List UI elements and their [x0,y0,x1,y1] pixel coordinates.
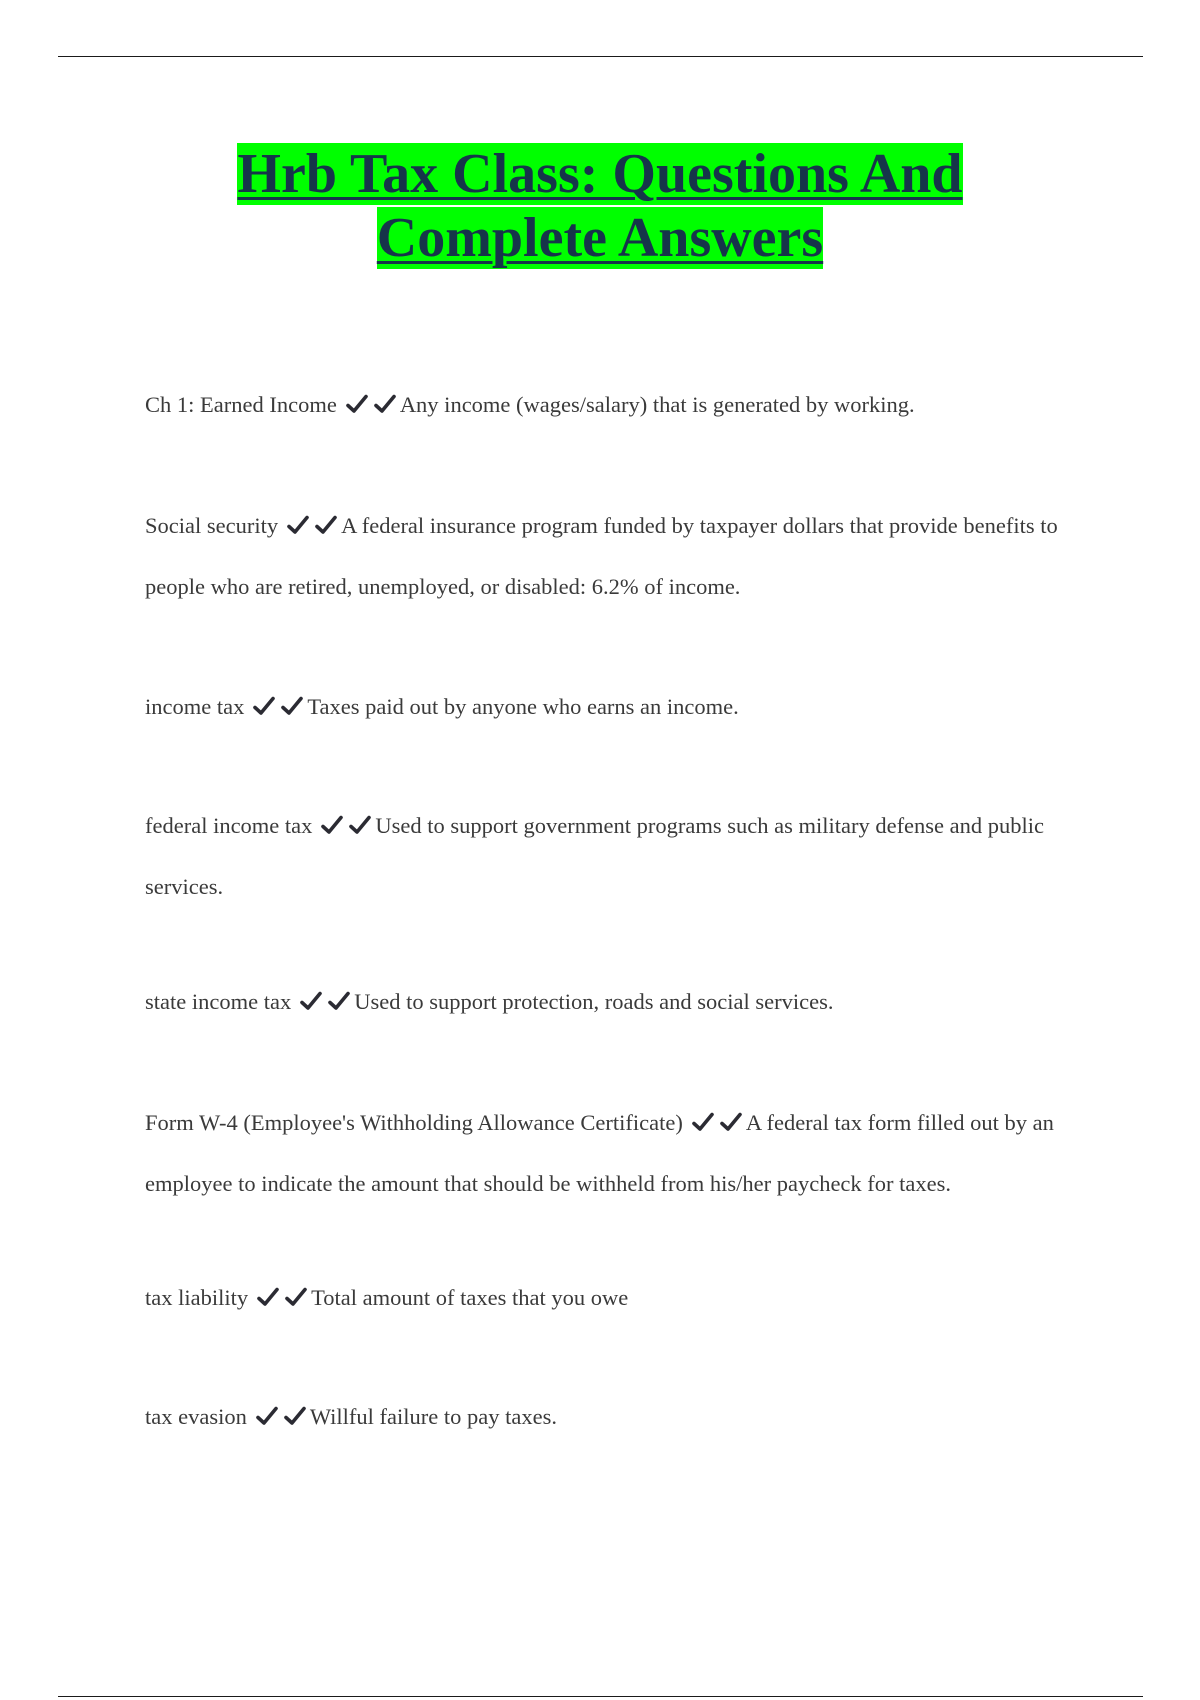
entry-definition: Used to support government programs such as military defense and public services. [145,813,1045,899]
check-mark-icon [255,1404,279,1428]
entry-term: Ch 1: Earned Income [145,392,337,417]
check-mark-icon [284,1285,308,1309]
check-marks [251,1404,307,1429]
check-mark-icon [327,989,351,1013]
check-mark-icon [286,513,310,537]
entry-definition: A federal insurance program funded by taxpayer dollars that provide benefits to people who are retired, unemployed, or disabled: 6.2% of income. [145,513,1058,599]
bottom-rule [58,1696,1143,1697]
title-line-2: Complete Answers [376,207,824,269]
check-marks [316,813,372,838]
check-marks [341,392,397,417]
check-marks [282,513,338,538]
entry-definition: Used to support protection, roads and social services. [354,989,834,1014]
entry-definition: Any income (wages/salary) that is generated by working. [399,392,915,417]
entry-term: income tax [145,694,245,719]
entry-term: Form W-4 (Employee's Withholding Allowance Certificate) [145,1110,683,1135]
check-mark-icon [691,1110,715,1134]
check-marks [248,694,304,719]
check-mark-icon [299,989,323,1013]
top-rule [58,56,1143,57]
qa-entry [145,1267,1085,1328]
document-title [100,142,1100,270]
entry-definition: Willful failure to pay taxes. [309,1404,557,1429]
title-line-1: Hrb Tax Class: Questions And [237,143,963,205]
entry-term: state income tax [145,989,292,1014]
entry-definition: Taxes paid out by anyone who earns an income. [307,694,739,719]
entry-term: Social security [145,513,279,538]
check-marks [687,1110,743,1135]
qa-entry [145,1092,1085,1214]
check-mark-icon [348,813,372,837]
check-marks [295,989,351,1014]
check-marks [252,1285,308,1310]
entry-definition: Total amount of taxes that you owe [311,1285,629,1310]
entry-term: tax evasion [145,1404,247,1429]
qa-entry [145,1386,1085,1447]
check-mark-icon [280,694,304,718]
entry-definition: A federal tax form filled out by an employee to indicate the amount that should be withheld from his/her paycheck for taxes. [145,1110,1054,1196]
check-mark-icon [256,1285,280,1309]
check-mark-icon [719,1110,743,1134]
entry-term: tax liability [145,1285,249,1310]
entry-term: federal income tax [145,813,313,838]
qa-entry [145,495,1085,617]
qa-entry [145,676,1085,737]
qa-entry [145,374,1085,435]
check-mark-icon [345,392,369,416]
check-mark-icon [283,1404,307,1428]
check-mark-icon [320,813,344,837]
check-mark-icon [314,513,338,537]
qa-entry [145,971,1085,1032]
check-mark-icon [373,392,397,416]
qa-entry [145,795,1085,917]
check-mark-icon [252,694,276,718]
